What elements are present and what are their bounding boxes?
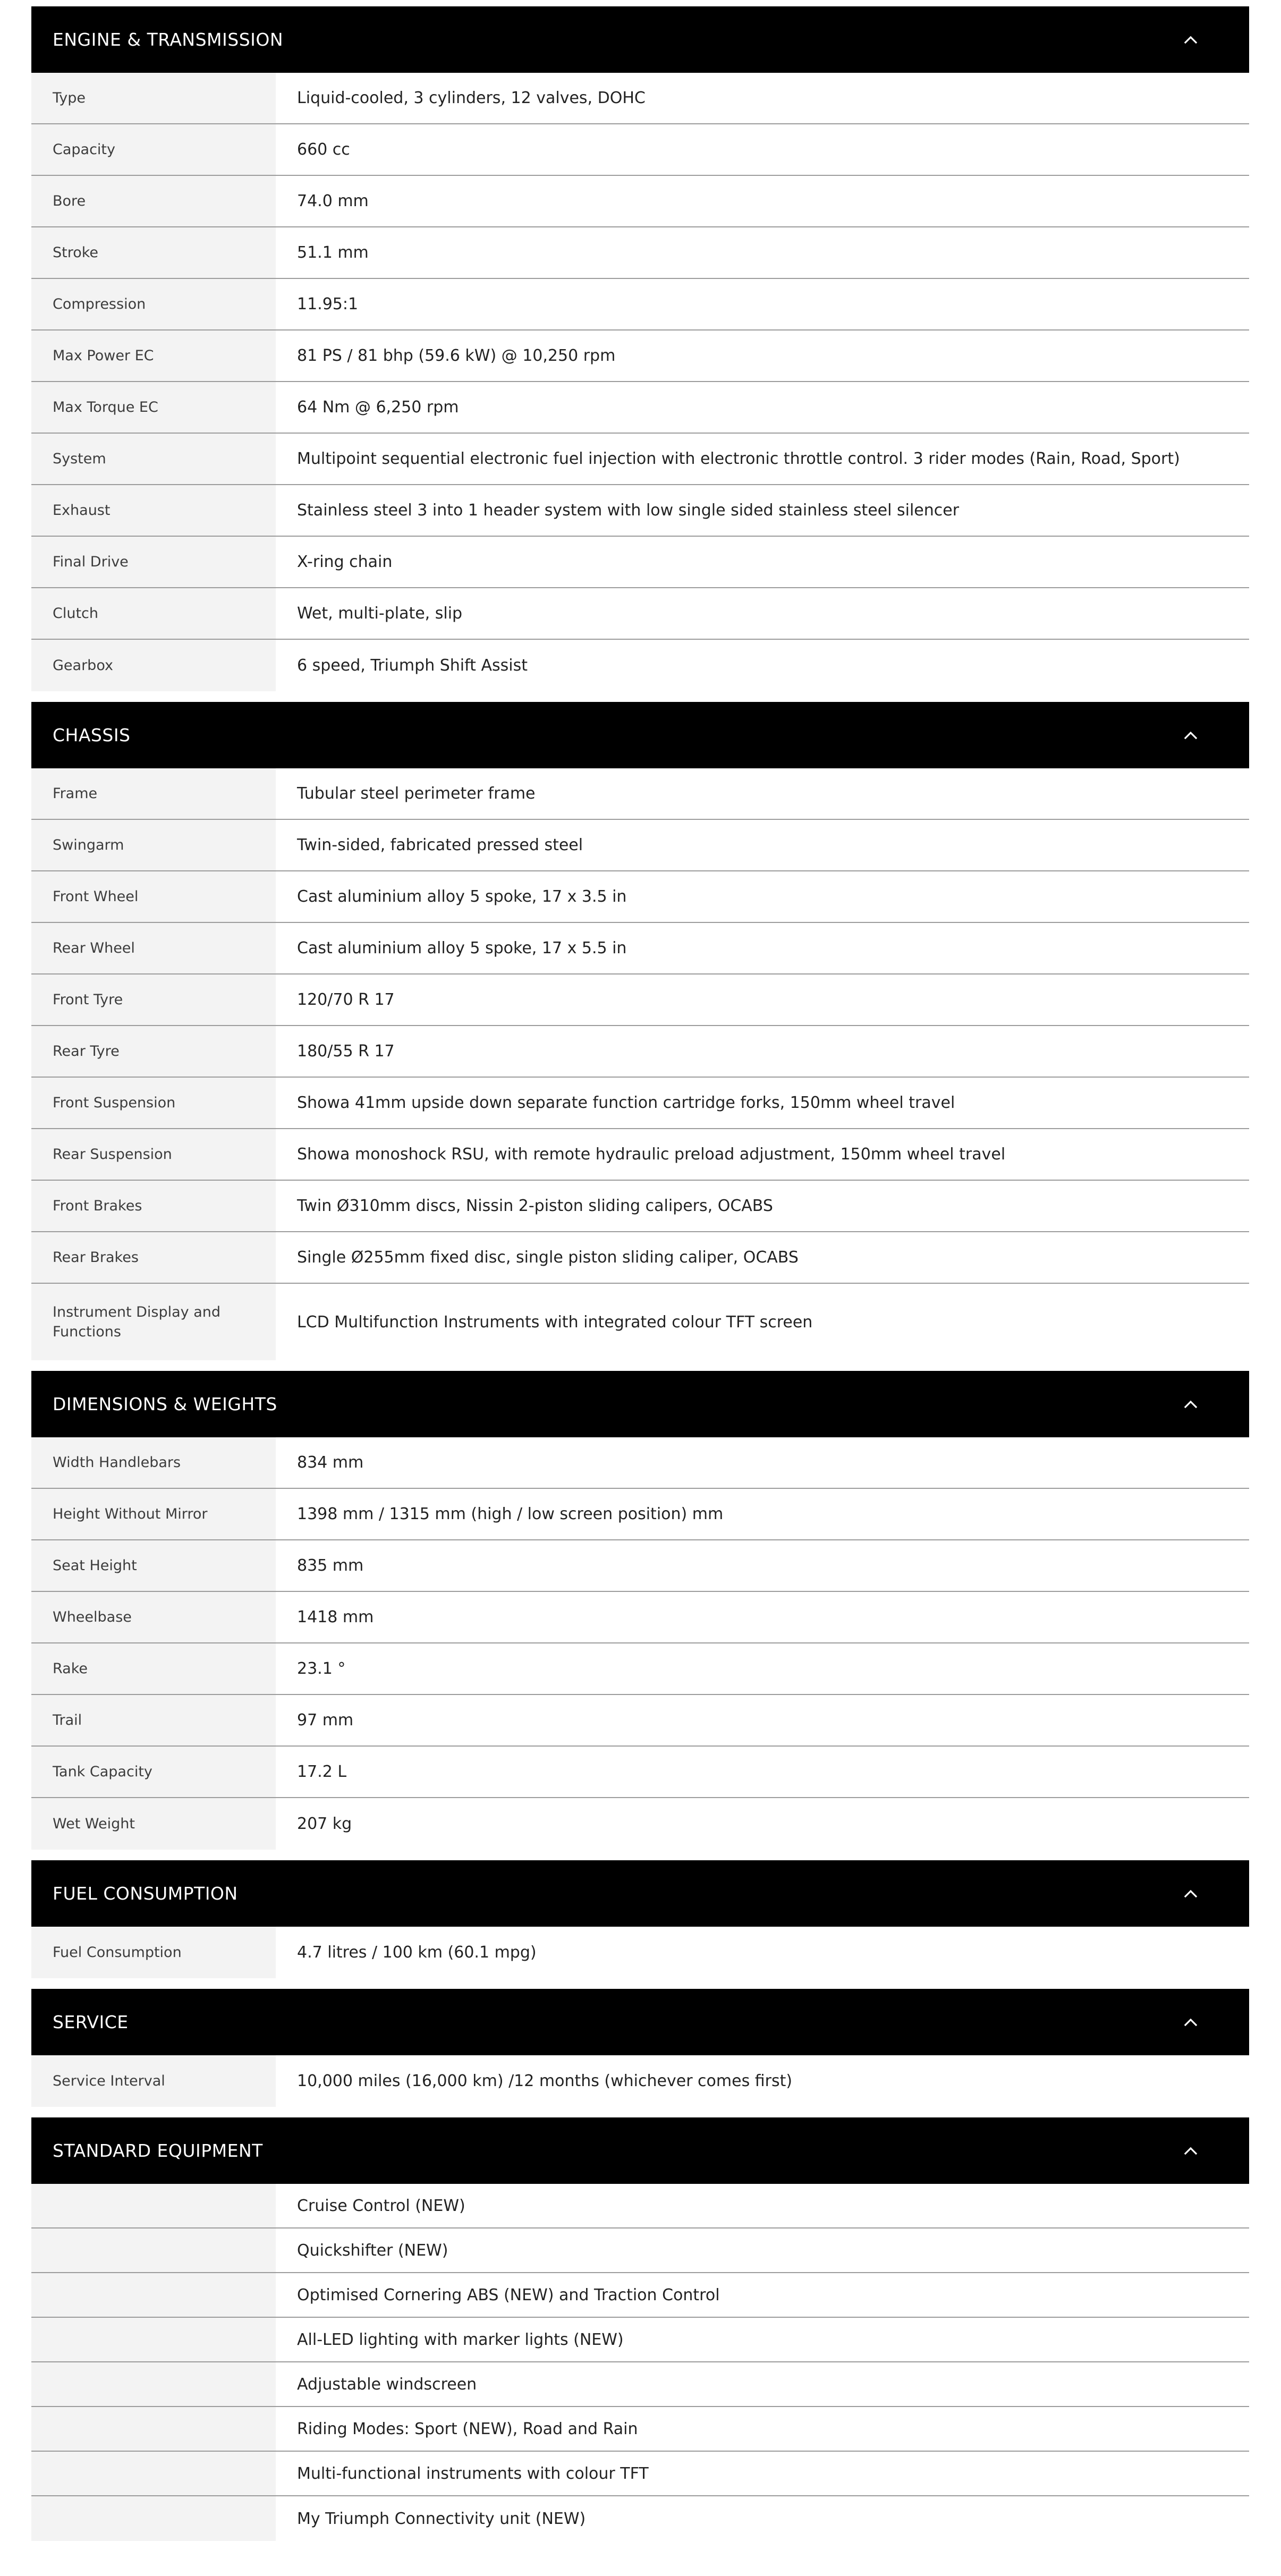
spec-value: 74.0 mm xyxy=(297,192,369,210)
spec-label xyxy=(31,2496,276,2541)
spec-value: 10,000 miles (16,000 km) /12 months (whichever comes first) xyxy=(297,2072,793,2090)
spec-row xyxy=(31,975,1249,1026)
spec-value: 180/55 R 17 xyxy=(297,1042,395,1061)
section-title: CHASSIS xyxy=(53,725,131,745)
spec-value: Optimised Cornering ABS (NEW) and Traction Control xyxy=(297,2285,720,2304)
spec-value: 207 kg xyxy=(297,1815,352,1833)
spec-row xyxy=(31,820,1249,871)
spec-value: My Triumph Connectivity unit (NEW) xyxy=(297,2509,586,2528)
spec-label: Fuel Consumption xyxy=(31,1927,276,1978)
spec-label: Compression xyxy=(31,279,276,329)
spec-row xyxy=(31,2407,1249,2452)
section-title: ENGINE & TRANSMISSION xyxy=(53,29,284,50)
spec-label: System xyxy=(31,434,276,484)
spec-label: Front Wheel xyxy=(31,871,276,922)
spec-label: Front Brakes xyxy=(31,1181,276,1231)
spec-value: 835 mm xyxy=(297,1556,364,1575)
spec-section xyxy=(31,1989,1249,2107)
spec-value: 834 mm xyxy=(297,1453,364,1472)
spec-label: Max Torque EC xyxy=(31,382,276,433)
spec-value: 660 cc xyxy=(297,140,350,159)
spec-row xyxy=(31,871,1249,923)
spec-value: Showa 41mm upside down separate function cartridge forks, 150mm wheel travel xyxy=(297,1094,955,1112)
spec-row xyxy=(31,2228,1249,2273)
spec-rows xyxy=(31,1927,1249,1978)
spec-row xyxy=(31,640,1249,691)
spec-row xyxy=(31,588,1249,640)
spec-row xyxy=(31,923,1249,975)
spec-value: 4.7 litres / 100 km (60.1 mpg) xyxy=(297,1943,537,1962)
spec-value: Multi-functional instruments with colour TFT xyxy=(297,2464,649,2483)
spec-value: Quickshifter (NEW) xyxy=(297,2241,448,2260)
spec-accordion xyxy=(31,6,1249,2552)
spec-value: Tubular steel perimeter frame xyxy=(297,784,536,803)
spec-row xyxy=(31,1026,1249,1078)
spec-section xyxy=(31,702,1249,1360)
spec-label: Gearbox xyxy=(31,640,276,691)
spec-row xyxy=(31,2184,1249,2228)
spec-value: Cruise Control (NEW) xyxy=(297,2196,465,2215)
spec-label: Wet Weight xyxy=(31,1798,276,1850)
spec-row xyxy=(31,1181,1249,1232)
chevron-up-icon[interactable] xyxy=(1175,24,1207,56)
spec-row xyxy=(31,1927,1249,1978)
spec-value: Liquid-cooled, 3 cylinders, 12 valves, DOHC xyxy=(297,89,646,107)
spec-section xyxy=(31,1371,1249,1850)
section-title: SERVICE xyxy=(53,2012,129,2032)
spec-label xyxy=(31,2318,276,2361)
spec-label: Max Power EC xyxy=(31,331,276,381)
spec-value: 81 PS / 81 bhp (59.6 kW) @ 10,250 rpm xyxy=(297,346,616,365)
spec-rows xyxy=(31,73,1249,691)
section-header[interactable] xyxy=(31,6,1249,73)
spec-value: Single Ø255mm fixed disc, single piston sliding caliper, OCABS xyxy=(297,1248,799,1267)
spec-value: 1418 mm xyxy=(297,1608,374,1626)
spec-row xyxy=(31,1695,1249,1747)
spec-label: Rear Wheel xyxy=(31,923,276,973)
spec-section xyxy=(31,6,1249,691)
spec-row xyxy=(31,1592,1249,1643)
spec-label: Type xyxy=(31,73,276,123)
spec-value: 120/70 R 17 xyxy=(297,990,395,1009)
spec-rows xyxy=(31,1437,1249,1850)
spec-value: 1398 mm / 1315 mm (high / low screen position) mm xyxy=(297,1505,724,1523)
spec-value: 23.1 ° xyxy=(297,1659,346,1678)
spec-label xyxy=(31,2273,276,2317)
spec-label: Tank Capacity xyxy=(31,1747,276,1797)
spec-label: Swingarm xyxy=(31,820,276,870)
spec-value: Riding Modes: Sport (NEW), Road and Rain xyxy=(297,2419,638,2438)
spec-rows xyxy=(31,768,1249,1360)
spec-row xyxy=(31,1232,1249,1284)
spec-value: LCD Multifunction Instruments with integrated colour TFT screen xyxy=(297,1312,813,1332)
spec-value: Cast aluminium alloy 5 spoke, 17 x 5.5 in xyxy=(297,939,627,957)
spec-label xyxy=(31,2184,276,2227)
spec-row xyxy=(31,2318,1249,2362)
spec-row xyxy=(31,434,1249,485)
spec-label xyxy=(31,2407,276,2451)
spec-label xyxy=(31,2228,276,2272)
spec-row xyxy=(31,382,1249,434)
spec-value: 97 mm xyxy=(297,1711,354,1730)
spec-row xyxy=(31,1437,1249,1489)
spec-label: Front Tyre xyxy=(31,975,276,1025)
spec-rows xyxy=(31,2184,1249,2541)
spec-label: Rear Brakes xyxy=(31,1232,276,1283)
spec-label: Seat Height xyxy=(31,1540,276,1591)
spec-label: Wheelbase xyxy=(31,1592,276,1642)
spec-value: 51.1 mm xyxy=(297,243,369,262)
section-title: DIMENSIONS & WEIGHTS xyxy=(53,1394,277,1414)
spec-row xyxy=(31,279,1249,331)
spec-section xyxy=(31,2117,1249,2541)
spec-value: Showa monoshock RSU, with remote hydraulic preload adjustment, 150mm wheel travel xyxy=(297,1145,1006,1164)
chevron-up-icon[interactable] xyxy=(1175,1388,1207,1420)
spec-label: Stroke xyxy=(31,227,276,278)
spec-label xyxy=(31,2362,276,2406)
spec-value: Adjustable windscreen xyxy=(297,2375,477,2394)
chevron-up-icon[interactable] xyxy=(1175,2006,1207,2038)
spec-label: Width Handlebars xyxy=(31,1437,276,1488)
section-title: STANDARD EQUIPMENT xyxy=(53,2140,263,2161)
spec-row xyxy=(31,1643,1249,1695)
section-title: FUEL CONSUMPTION xyxy=(53,1883,238,1904)
spec-label: Service Interval xyxy=(31,2055,276,2107)
spec-label: Clutch xyxy=(31,588,276,639)
spec-value: 17.2 L xyxy=(297,1762,347,1781)
spec-label: Frame xyxy=(31,768,276,819)
spec-section xyxy=(31,1860,1249,1978)
spec-row xyxy=(31,485,1249,537)
spec-row xyxy=(31,227,1249,279)
spec-label: Final Drive xyxy=(31,537,276,587)
spec-row xyxy=(31,1540,1249,1592)
spec-value: Stainless steel 3 into 1 header system with low single sided stainless steel silencer xyxy=(297,501,960,520)
spec-value: Twin-sided, fabricated pressed steel xyxy=(297,836,583,854)
spec-label: Rear Suspension xyxy=(31,1129,276,1180)
spec-label: Front Suspension xyxy=(31,1078,276,1128)
spec-value: 6 speed, Triumph Shift Assist xyxy=(297,656,528,675)
section-header[interactable] xyxy=(31,1371,1249,1437)
spec-row xyxy=(31,176,1249,227)
spec-row xyxy=(31,1284,1249,1360)
spec-row xyxy=(31,2496,1249,2541)
spec-row xyxy=(31,537,1249,588)
spec-row xyxy=(31,331,1249,382)
spec-value: Cast aluminium alloy 5 spoke, 17 x 3.5 in xyxy=(297,887,627,906)
spec-rows xyxy=(31,2055,1249,2107)
spec-label: Height Without Mirror xyxy=(31,1489,276,1539)
section-header[interactable] xyxy=(31,1860,1249,1927)
spec-row xyxy=(31,1129,1249,1181)
spec-label: Capacity xyxy=(31,124,276,175)
spec-value: X-ring chain xyxy=(297,553,393,571)
spec-row xyxy=(31,768,1249,820)
spec-label xyxy=(31,2452,276,2495)
spec-row xyxy=(31,1078,1249,1129)
chevron-up-icon[interactable] xyxy=(1175,719,1207,751)
chevron-up-icon[interactable] xyxy=(1175,2135,1207,2167)
spec-row xyxy=(31,1798,1249,1850)
chevron-up-icon[interactable] xyxy=(1175,1878,1207,1910)
spec-label: Rear Tyre xyxy=(31,1026,276,1077)
spec-value: Twin Ø310mm discs, Nissin 2-piston sliding calipers, OCABS xyxy=(297,1197,773,1215)
spec-row xyxy=(31,1747,1249,1798)
spec-label: Trail xyxy=(31,1695,276,1745)
spec-row xyxy=(31,2055,1249,2107)
section-header[interactable] xyxy=(31,2117,1249,2184)
spec-row xyxy=(31,2362,1249,2407)
spec-row xyxy=(31,2273,1249,2318)
spec-row xyxy=(31,1489,1249,1540)
spec-row xyxy=(31,124,1249,176)
spec-row xyxy=(31,2452,1249,2496)
spec-row xyxy=(31,73,1249,124)
spec-value: Multipoint sequential electronic fuel injection with electronic throttle control. 3 rider modes (Rain, Road, Sport) xyxy=(297,450,1180,468)
section-header[interactable] xyxy=(31,702,1249,768)
spec-value: 11.95:1 xyxy=(297,295,359,313)
spec-label: Exhaust xyxy=(31,485,276,536)
spec-label: Instrument Display and Functions xyxy=(31,1284,276,1360)
spec-value: Wet, multi-plate, slip xyxy=(297,604,463,623)
spec-value: All-LED lighting with marker lights (NEW) xyxy=(297,2330,624,2349)
spec-label: Bore xyxy=(31,176,276,226)
spec-value: 64 Nm @ 6,250 rpm xyxy=(297,398,459,417)
section-header[interactable] xyxy=(31,1989,1249,2055)
spec-label: Rake xyxy=(31,1643,276,1694)
